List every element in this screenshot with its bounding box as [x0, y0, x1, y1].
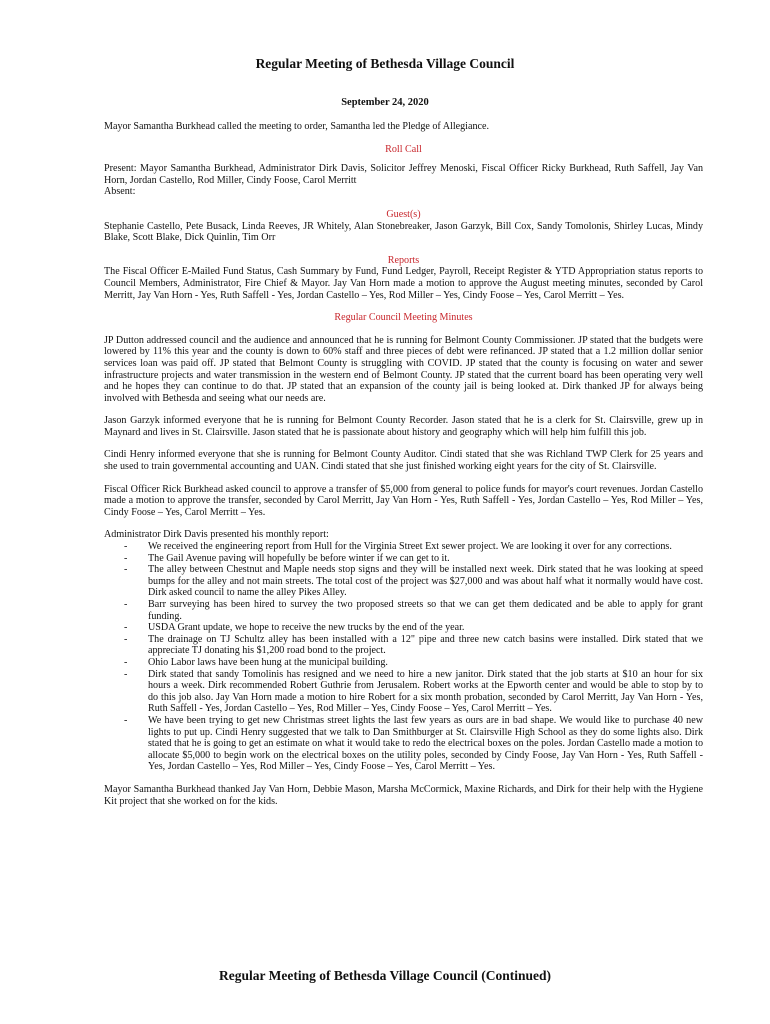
list-item: - Ohio Labor laws have been hung at the municipal building.	[124, 656, 388, 668]
reports-paragraph: The Fiscal Officer E-Mailed Fund Status, Cash Summary by Fund, Fund Ledger, Payroll, Receipt Register & YTD Appropriation status reports to Council Members, Administrator, Fire Chief & Mayor. Jay Van Horn made a motion to approve the August meeting minutes, seconded by Carol Merritt, Jay Van Horn - Yes, Ruth Saffell - Yes, Jordan Castello – Yes, Rod Miller – Yes, Cindy Foose – Yes, Carol Merritt – Yes.	[104, 266, 703, 301]
minutes-paragraph: Jason Garzyk informed everyone that he is running for Belmont County Recorder. Jason stated that he is a clerk for St. Clairsville, grew up in Maynard and lives in St. Clairsville. Jason stated that he is passionate about history and geography which will help him fulfill this job.	[104, 415, 703, 438]
list-item: - Dirk stated that sandy Tomolinis has resigned and we need to hire a new janitor. Dirk stated that the job starts at $10 an hour for six hours a week. Dirk recommended Robert Guthrie from Jerusalem. Robert works at the Epworth center and would be able to stop by to do this job also. Jay Van Horn made a motion to hire Robert for a six month probation, seconded by Carol Merritt, Jay Van Horn - Yes, Ruth Saffell - Yes, Jordan Castello – Yes, Rod Miller – Yes, Cindy Foose – Yes, Carol Merritt – Yes.	[124, 668, 703, 715]
admin-report-intro: Administrator Dirk Davis presented his monthly report:	[104, 529, 329, 541]
list-item: - USDA Grant update, we hope to receive the new trucks by the end of the year.	[124, 622, 465, 634]
minutes-paragraph: JP Dutton addressed council and the audience and announced that he is running for Belmont County Commissioner. JP stated that the budgets were lowered by 11% this year and the county is down to 60% staff and three pieces of debt were refinanced. JP stated that a 1.2 million dollar senior services loan was paid off. JP stated that Belmont County is struggling with COVID. JP stated that the county is focusing on water and sewer infrastructure projects and water transmission in the western end of Belmont County. JP stated that the current board has been operating very well and he hopes they can continue to do that. JP stated that an expansion of the county jail is being looked at. Dirk thanked JP for always being involved with Bethesda and seeing what our needs are.	[104, 334, 703, 404]
minutes-heading: Regular Council Meeting Minutes	[334, 312, 473, 324]
minutes-paragraph: Fiscal Officer Rick Burkhead asked council to approve a transfer of $5,000 from general to police funds for mayor's court revenues. Jordan Castello made a motion to approve the transfer, seconded by Carol Merritt, Jay Van Horn - Yes, Ruth Saffell - Yes, Jordan Castello – Yes, Rod Miller – Yes, Cindy Foose – Yes, Carol Merritt – Yes.	[104, 483, 703, 518]
guests-list: Stephanie Castello, Pete Busack, Linda Reeves, JR Whitely, Alan Stonebreaker, Jason Garzyk, Bill Cox, Sandy Tomolonis, Shirley Lucas, Mindy Blake, Scott Blake, Dick Quinlin, Tim Orr	[104, 220, 703, 244]
list-item: - The Gail Avenue paving will hopefully be before winter if we can get to it.	[124, 552, 450, 564]
continued-title: Regular Meeting of Bethesda Village Council (Continued)	[219, 968, 551, 983]
opening-paragraph: Mayor Samantha Burkhead called the meeting to order, Samantha led the Pledge of Allegiance.	[104, 121, 489, 132]
document-title: Regular Meeting of Bethesda Village Council	[255, 56, 515, 71]
bullet-dash: -	[124, 599, 128, 610]
absent-line: Absent:	[104, 186, 136, 198]
bullet-dash: -	[124, 633, 128, 645]
meeting-date: September 24, 2020	[341, 97, 429, 108]
bullet-dash: -	[124, 668, 128, 680]
list-item: - Barr surveying has been hired to survey the two proposed streets so that we can get them dedicated and be able to apply for grant funding.	[124, 599, 703, 622]
bullet-dash: -	[124, 552, 128, 564]
list-item: - We have been trying to get new Christmas street lights the last few years as ours are in bad shape. We would like to purchase 40 new lights to put up. Cindi Henry suggested that we talk to Dan Smithburger at St. Clairsville High School as they do some lights also. Dirk stated that he is going to get an estimate on what it would take to redo the electrical boxes on the poles. Jordan Castello made a motion to allocate $5,000 to begin work on the electrical boxes on the utility poles, seconded by Cindy Foose, Jay Van Horn - Yes, Ruth Saffell - Yes, Jordan Castello – Yes, Rod Miller – Yes, Cindy Foose – Yes, Carol Merritt – Yes.	[124, 714, 703, 773]
document-body	[104, 121, 703, 807]
bullet-dash: -	[124, 622, 128, 634]
bullet-dash: -	[124, 541, 128, 553]
bullet-dash: -	[124, 656, 128, 668]
minutes-paragraph: Cindi Henry informed everyone that she is running for Belmont County Auditor. Cindi stated that she was Richland TWP Clerk for 25 years and she used to train governmental accounting and UAN. Cindi stated that she just finished working eight years for the city of St. Clairsville.	[104, 449, 703, 473]
bullet-dash: -	[124, 714, 128, 726]
list-item: - We received the engineering report from Hull for the Virginia Street Ext sewer project. We are looking it over for any corrections.	[124, 541, 672, 553]
list-item: - The drainage on TJ Schultz alley has been installed with a 12" pipe and three new catch basins were installed. Dirk stated that we appreciate TJ donating his $1,200 road bond to the project.	[124, 633, 703, 657]
admin-report-list	[104, 541, 703, 773]
reports-heading: Reports	[387, 254, 420, 266]
closing-paragraph: Mayor Samantha Burkhead thanked Jay Van Horn, Debbie Mason, Marsha McCormick, Maxine Richards, and Dirk for their help with the Hygiene Kit project that she worked on for the kids.	[104, 783, 703, 807]
present-list: Present: Mayor Samantha Burkhead, Administrator Dirk Davis, Solicitor Jeffrey Menoski, Fiscal Officer Ricky Burkhead, Ruth Saffell, Jay Van Horn, Jordan Castello, Rod Miller, Cindy Foose, Carol Merritt	[104, 163, 703, 186]
roll-call-heading: Roll Call	[385, 143, 422, 155]
guests-heading: Guest(s)	[386, 208, 421, 220]
bullet-dash: -	[124, 564, 128, 576]
list-item: - The alley between Chestnut and Maple needs stop signs and they will be installed next week. Dirk stated that he was looking at speed bumps for the alley and not main streets. The total cost of the project was $27,000 and was about half what it normally would have cost. Dirk asked council to name the alley Pikes Alley.	[124, 564, 703, 599]
